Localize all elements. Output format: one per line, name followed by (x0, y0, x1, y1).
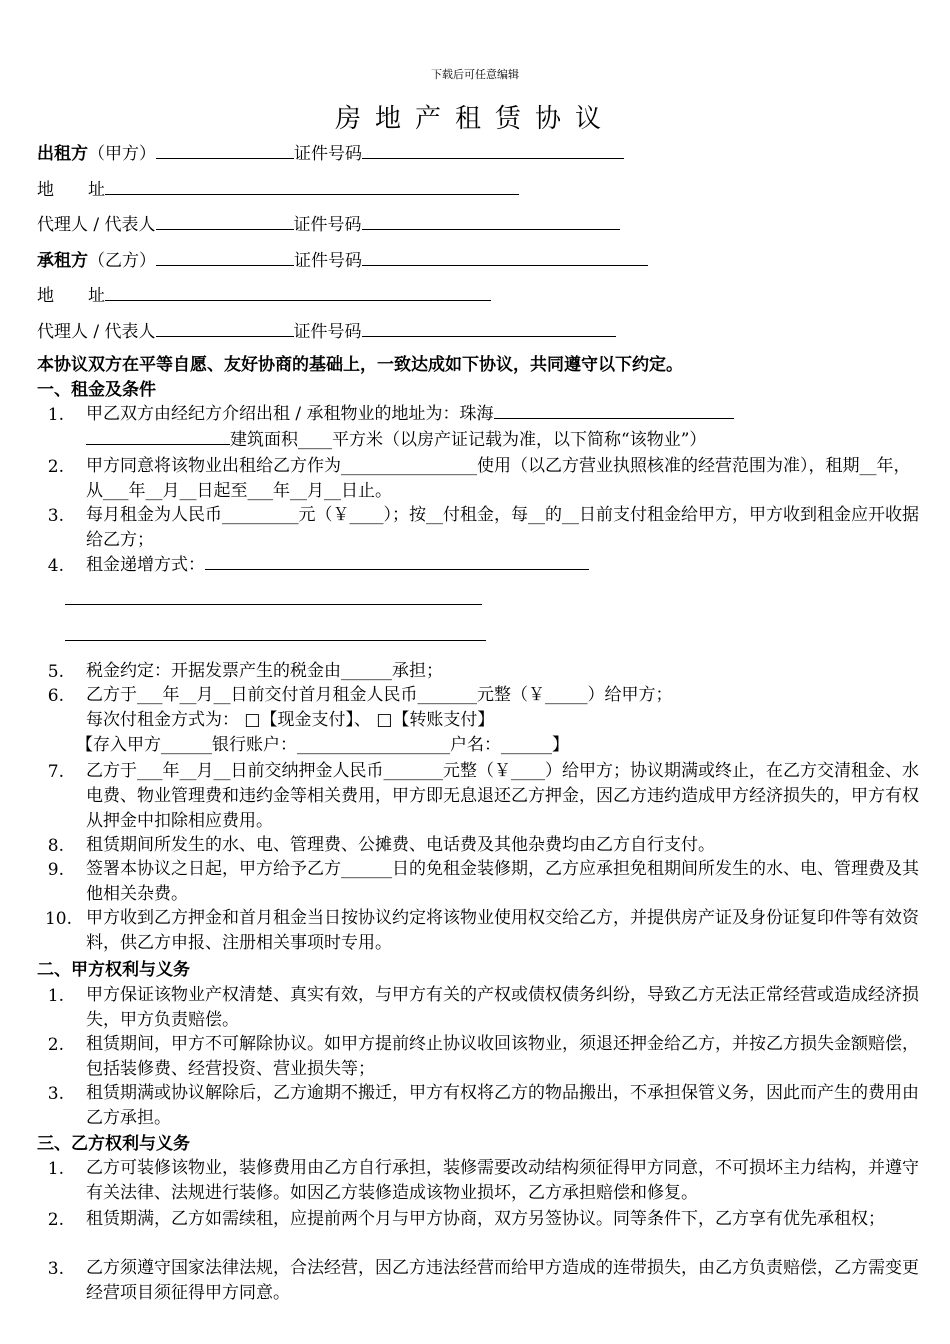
item-number: 3. (47, 1084, 64, 1104)
list-item: 甲乙双方由经纪方介绍出租 / 承租物业的地址为：珠海 (86, 402, 926, 427)
section3-heading: 三、乙方权利与义务 (37, 1134, 190, 1154)
list-item: 税金约定：开据发票产生的税金由______承担； (86, 661, 443, 681)
lessee-suffix: （乙方） (88, 251, 156, 271)
id-label: 证件号码 (294, 251, 362, 271)
list-item: 甲方同意将该物业出租给乙方作为________________使用（以乙方营业执照核准的经营范围为准），租期__年，从___年__月__日起至___年__月__日止。 (86, 456, 911, 501)
list-item: 乙方于___年__月__日前交付首月租金人民币_______元整（￥_____）给甲方； (86, 685, 673, 705)
list-item: 租金递增方式： (86, 553, 926, 578)
rent-increase-blank-line[interactable] (65, 640, 486, 641)
lessor-id-blank[interactable] (362, 142, 624, 159)
list-item: 甲方收到乙方押金和首月租金当日按协议约定将该物业使用权交给乙方，并提供房产证及身份证复印件等有效资料，供乙方申报、注册相关事项时专用。 (86, 908, 919, 953)
lessor-name-blank[interactable] (156, 142, 294, 159)
item-number: 3. (47, 1259, 64, 1279)
list-item: 租赁期间所发生的水、电、管理费、公摊费、电话费及其他杂费均由乙方自行支付。 (86, 835, 715, 855)
address-label: 地 址 (37, 180, 105, 200)
bank-account-line: 【存入甲方______银行账户：__________________户名：______】 (76, 735, 569, 755)
id-label: 证件号码 (293, 322, 362, 342)
list-item: 租赁期满，乙方如需续租，应提前两个月与甲方协商，双方另签协议。同等条件下，乙方享有优先承租权； (86, 1209, 885, 1229)
lessor-address-blank[interactable] (105, 178, 519, 195)
item-number: 1. (47, 986, 64, 1006)
lessee-address-blank[interactable] (105, 284, 491, 301)
list-item: 建筑面积____平方米（以房产证记载为准，以下简称“该物业”） (86, 428, 926, 453)
item-number: 8. (47, 836, 64, 856)
list-item: 乙方于___年__月__日前交纳押金人民币_______元整（￥____）给甲方；协议期满或终止，在乙方交清租金、水电费、物业管理费和违约金等相关费用，甲方即无息退还乙方押金，因乙方违约造成甲方经济损失的，甲方有权从押金中扣除相应费用。 (86, 761, 919, 831)
address-label: 地 址 (37, 286, 105, 306)
agent-label: 代理人 / 代表人 (37, 215, 156, 235)
item-number: 3. (47, 506, 64, 526)
item-number: 2. (47, 1210, 64, 1230)
list-item: 乙方可装修该物业，装修费用由乙方自行承担，装修需要改动结构须征得甲方同意，不可损坏主力结构，并遵守有关法律、法规进行装修。如因乙方装修造成该物业损坏，乙方承担赔偿和修复。 (86, 1158, 919, 1203)
item-number: 1. (47, 1159, 64, 1179)
list-item: 租赁期间，甲方不可解除协议。如甲方提前终止协议收回该物业，须退还押金给乙方，并按乙方损失金额赔偿，包括装修费、经营投资、营业损失等； (86, 1034, 919, 1079)
list-item: 乙方须遵守国家法律法规，合法经营，因乙方违法经营而给甲方造成的连带损失，由乙方负责赔偿，乙方需变更经营项目须征得甲方同意。 (86, 1258, 919, 1303)
item-number: 10. (44, 909, 72, 929)
list-item: 每月租金为人民币_________元（￥____）；按__付租金，每__的__日前支付租金给甲方，甲方收到租金应开收据给乙方； (86, 505, 919, 550)
lessee-label: 承租方 (37, 251, 88, 271)
id-label: 证件号码 (294, 144, 362, 164)
item-number: 2. (47, 457, 64, 477)
item-number: 7. (47, 762, 64, 782)
agent-label: 代理人 / 代表人 (37, 322, 156, 342)
lessor-agent-blank[interactable] (156, 213, 294, 230)
lessee-name-blank[interactable] (156, 249, 294, 266)
lessor-agent-id-blank[interactable] (362, 213, 620, 230)
rent-increase-blank-line[interactable] (65, 604, 482, 605)
list-item: 甲方保证该物业产权清楚、真实有效，与甲方有关的产权或债权债务纠纷，导致乙方无法正常经营或造成经济损失，甲方负责赔偿。 (86, 985, 919, 1030)
list-item: 租赁期满或协议解除后，乙方逾期不搬迁，甲方有权将乙方的物品搬出，不承担保管义务，因此而产生的费用由乙方承担。 (86, 1083, 919, 1128)
lessor-address-line (37, 178, 519, 201)
lessor-label: 出租方 (37, 144, 88, 164)
lessor-agent-line (37, 213, 620, 236)
section1-heading: 一、租金及条件 (37, 380, 156, 400)
lessee-id-blank[interactable] (362, 249, 648, 266)
item-number: 4. (47, 556, 64, 576)
id-label: 证件号码 (293, 215, 362, 235)
page-title: 房地产租赁协议 (334, 104, 615, 134)
section2-heading: 二、甲方权利与义务 (37, 960, 190, 980)
lessee-agent-id-blank[interactable] (362, 320, 616, 337)
item-number: 1. (47, 405, 64, 425)
property-address-blank-2[interactable] (86, 428, 230, 445)
list-item: 签署本协议之日起，甲方给予乙方______日的免租金装修期，乙方应承担免租期间所发生的水、电、管理费及其他相关杂费。 (86, 859, 919, 904)
item-number: 5. (47, 662, 64, 682)
intro-text: 本协议双方在平等自愿、友好协商的基础上，一致达成如下协议，共同遵守以下约定。 (37, 355, 683, 375)
lessor-line (37, 142, 624, 165)
payment-method-line[interactable]: 每次付租金方式为： □【现金支付】、 □【转账支付】 (86, 710, 495, 730)
lessee-agent-line (37, 320, 616, 343)
item-number: 2. (47, 1035, 64, 1055)
lessee-address-line (37, 284, 491, 307)
property-address-blank[interactable] (494, 402, 734, 419)
lessee-agent-blank[interactable] (156, 320, 294, 337)
lessor-suffix: （甲方） (88, 144, 156, 164)
lessee-line (37, 249, 648, 272)
item-number: 9. (47, 860, 64, 880)
header-note: 下载后可任意编辑 (431, 68, 519, 81)
rent-increase-blank[interactable] (205, 553, 589, 570)
item-number: 6. (47, 686, 64, 706)
